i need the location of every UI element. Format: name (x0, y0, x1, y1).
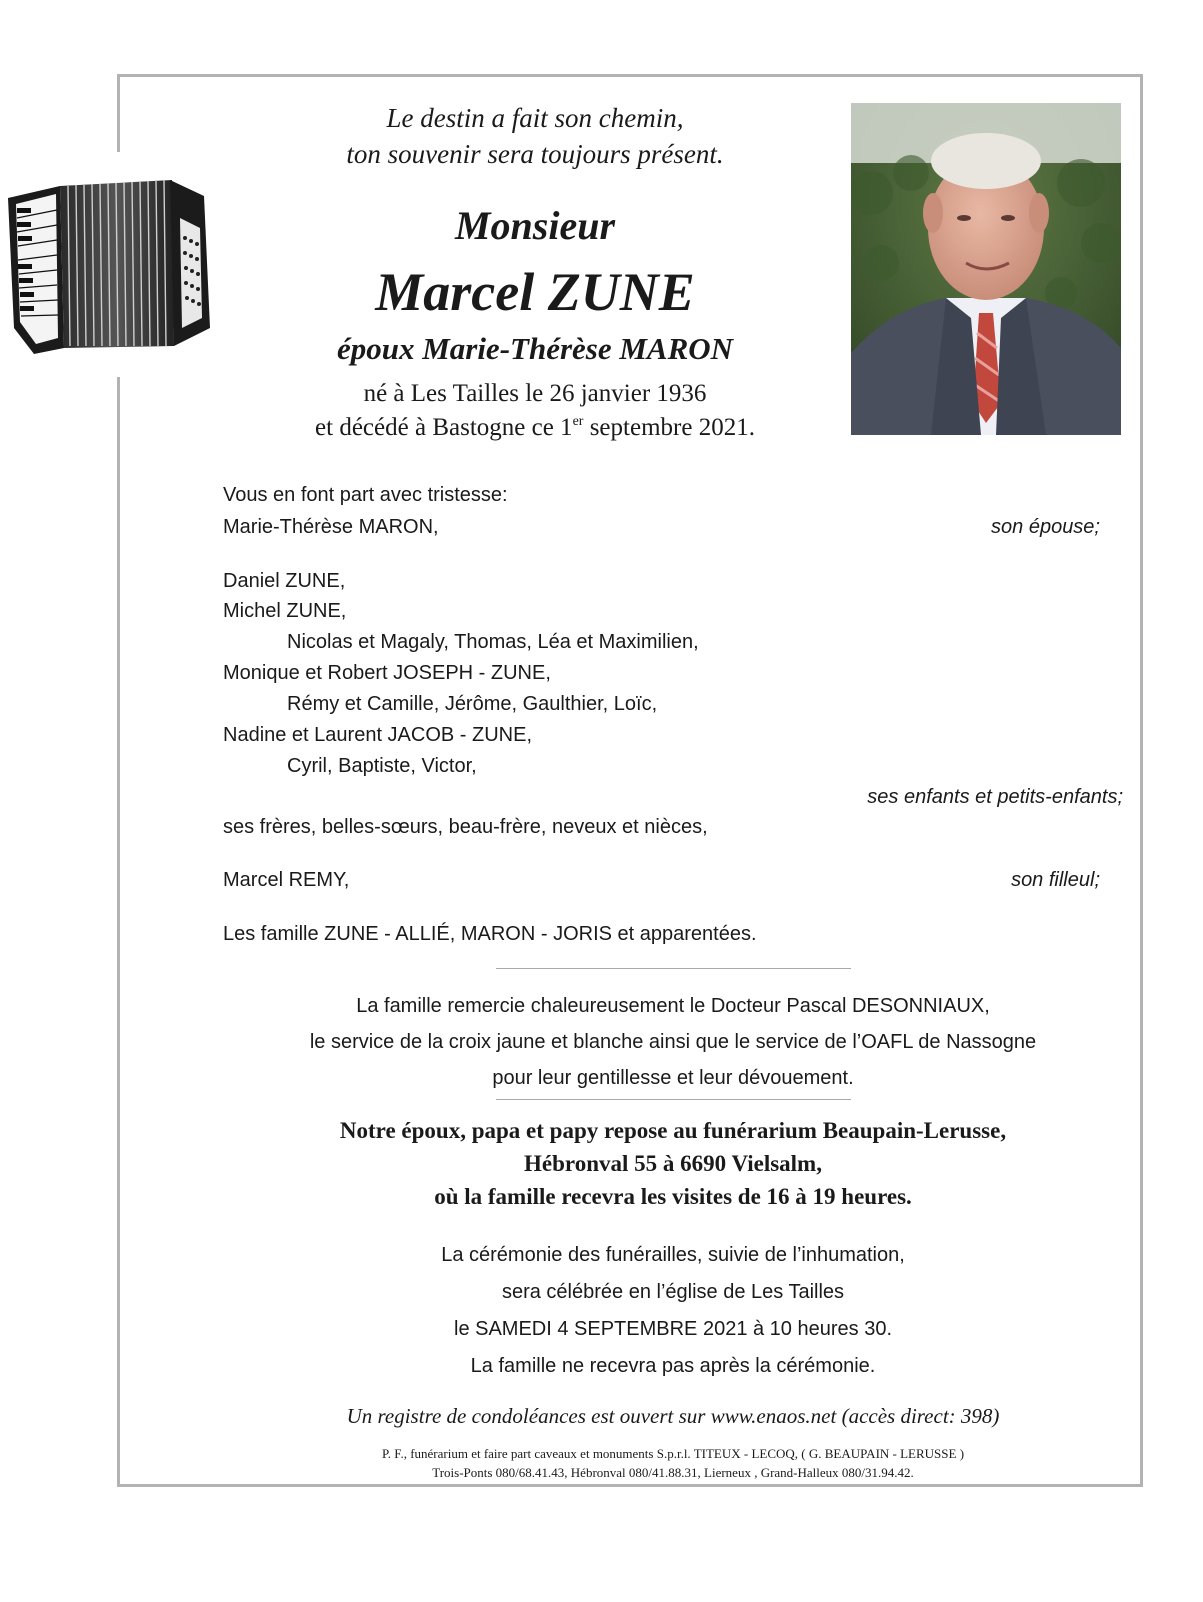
ceremony-line: La famille ne recevra pas après la cérémonie. (470, 1355, 876, 1377)
funerarium-line: Hébronval 55 à 6690 Vielsalm, (524, 1151, 822, 1176)
footer-line: Trois-Ponts 080/68.41.43, Hébronval 080/41.88.31, Lierneux , Grand-Halleux 080/31.94.42. (432, 1465, 914, 1480)
family-member: Rémy et Camille, Jérôme, Gaulthier, Loïc, (287, 693, 658, 715)
birth-death-dates (230, 377, 840, 445)
ceremony-line: sera célébrée en l’église de Les Tailles (501, 1281, 845, 1303)
accordion-icon (4, 178, 212, 354)
ceremony-block (220, 1237, 1126, 1385)
godson-relation: son filleul; (1011, 869, 1100, 891)
death-line: et décédé à Bastogne ce 1er septembre 2021. (315, 414, 755, 441)
ceremony-line: La cérémonie des funérailles, suivie de l’inhumation, (441, 1244, 905, 1266)
family-member: Michel ZUNE, (223, 600, 347, 622)
family-member: Daniel ZUNE, (223, 570, 346, 592)
condolence-registry: Un registre de condoléances est ouvert sur www.enaos.net (accès direct: 398) (346, 1404, 1000, 1428)
thanks-line: pour leur gentillesse et leur dévouement. (492, 1067, 854, 1089)
deceased-name: Marcel ZUNE (375, 262, 695, 322)
families-line: Les famille ZUNE - ALLIÉ, MARON - JORIS et apparentées. (223, 923, 757, 945)
epigraph (230, 100, 840, 172)
footer (220, 1444, 1126, 1482)
thanks-line: La famille remercie chaleureusement le Docteur Pascal DESONNIAUX, (356, 995, 990, 1017)
children-relation: ses enfants et petits-enfants; (867, 786, 1123, 808)
epigraph-line: ton souvenir sera toujours présent. (346, 139, 724, 169)
ceremony-line: le SAMEDI 4 SEPTEMBRE 2021 à 10 heures 30. (454, 1318, 892, 1340)
birth-line: né à Les Tailles le 26 janvier 1936 (363, 380, 707, 407)
spouse-line: époux Marie-Thérèse MARON (336, 331, 734, 366)
funerarium-line: où la famille recevra les visites de 16 à 19 heures. (434, 1184, 912, 1209)
spouse-relation: son épouse; (991, 516, 1100, 538)
portrait-photo (851, 103, 1121, 435)
thanks-block (220, 988, 1126, 1096)
honorific: Monsieur (454, 203, 616, 248)
funerarium-block (220, 1114, 1126, 1213)
family-member: Nadine et Laurent JACOB - ZUNE, (223, 724, 533, 746)
thanks-line: le service de la croix jaune et blanche ainsi que le service de l’OAFL de Nassogne (309, 1031, 1037, 1053)
siblings-line: ses frères, belles-sœurs, beau-frère, neveux et nièces, (223, 816, 708, 838)
godson-name: Marcel REMY, (223, 869, 350, 891)
family-member: Cyril, Baptiste, Victor, (287, 755, 477, 777)
divider (496, 968, 851, 969)
funerarium-line: Notre époux, papa et papy repose au funérarium Beaupain-Lerusse, (339, 1118, 1007, 1143)
footer-line: P. F., funérarium et faire part caveaux et monuments S.p.r.l. TITEUX - LECOQ, ( G. BEAUPAIN - LERUSSE ) (381, 1446, 965, 1461)
epigraph-line: Le destin a fait son chemin, (386, 103, 684, 133)
family-member: Nicolas et Magaly, Thomas, Léa et Maximilien, (287, 631, 699, 653)
spouse-name: Marie-Thérèse MARON, (223, 516, 439, 538)
family-member: Monique et Robert JOSEPH - ZUNE, (223, 662, 551, 684)
announcement-intro: Vous en font part avec tristesse: (223, 484, 508, 506)
divider (496, 1099, 851, 1100)
